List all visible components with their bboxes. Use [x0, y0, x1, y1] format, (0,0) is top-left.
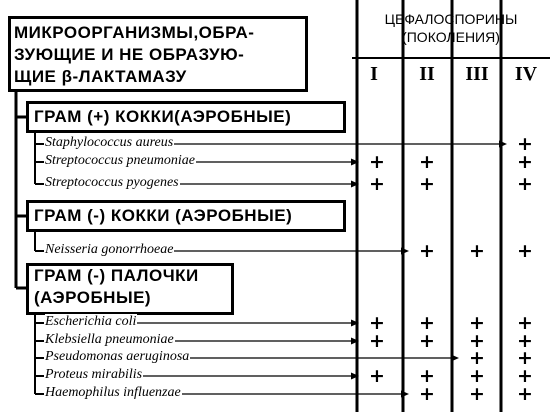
organism-name: Streptococcus pneumoniae: [45, 153, 195, 168]
plus-mark: +: [469, 312, 485, 334]
plus-mark: +: [419, 312, 435, 334]
plus-mark: +: [517, 151, 533, 173]
header-line-2: (ПОКОЛЕНИЯ): [402, 29, 500, 45]
header-line-1: ЦЕФАЛОСПОРИНЫ: [384, 11, 518, 27]
plus-mark: +: [369, 151, 385, 173]
arrow-head: [401, 248, 409, 255]
group-label-gram-negative-cocci: ГРАМ (-) КОККИ (АЭРОБНЫЕ): [34, 206, 293, 225]
group-label-gram-negative-rods-1: ГРАМ (-) ПАЛОЧКИ: [34, 266, 199, 285]
plus-mark: +: [517, 365, 533, 387]
organism-name: Staphylococcus aureus: [45, 135, 174, 150]
plus-mark: +: [369, 312, 385, 334]
group-label-gram-positive-cocci: ГРАМ (+) КОККИ(АЭРОБНЫЕ): [34, 107, 292, 126]
generation-label-3: III: [465, 63, 489, 85]
organism-name: Haemophilus influenzae: [45, 385, 181, 400]
organism-name: Escherichia coli: [45, 314, 137, 329]
plus-mark: +: [419, 365, 435, 387]
organism-name: Neisseria gonorrhoeae: [45, 242, 174, 257]
title-line-3: ЩИЕ β-ЛАКТАМАЗУ: [14, 67, 187, 86]
arrow-head: [451, 355, 459, 362]
title-line-2: ЗУЮЩИЕ И НЕ ОБРАЗУЮ-: [14, 45, 245, 64]
plus-mark: +: [369, 330, 385, 352]
organism-name: Pseudomonas aeruginosa: [45, 349, 190, 364]
plus-mark: +: [419, 383, 435, 405]
plus-mark: +: [517, 173, 533, 195]
plus-mark: +: [469, 347, 485, 369]
plus-mark: +: [517, 312, 533, 334]
plus-mark: +: [517, 347, 533, 369]
group-label-gram-negative-rods-2: (АЭРОБНЫЕ): [34, 288, 152, 307]
plus-mark: +: [517, 330, 533, 352]
plus-mark: +: [469, 240, 485, 262]
title-line-1: МИКРООРГАНИЗМЫ,ОБРА-: [14, 23, 255, 42]
generation-label-2: II: [419, 63, 435, 85]
plus-mark: +: [419, 240, 435, 262]
plus-mark: +: [419, 151, 435, 173]
plus-mark: +: [369, 365, 385, 387]
organism-name: Proteus mirabilis: [45, 367, 143, 382]
plus-mark: +: [419, 330, 435, 352]
plus-mark: +: [517, 383, 533, 405]
arrow-head: [499, 141, 507, 148]
plus-mark: +: [469, 365, 485, 387]
organism-name: Klebsiella pneumoniae: [45, 332, 174, 347]
plus-mark: +: [469, 330, 485, 352]
organism-name: Streptococcus pyogenes: [45, 175, 179, 190]
plus-mark: +: [419, 173, 435, 195]
generation-label-1: I: [370, 63, 378, 85]
plus-mark: +: [517, 240, 533, 262]
plus-mark: +: [517, 133, 533, 155]
plus-mark: +: [469, 383, 485, 405]
header-title: [352, 10, 550, 46]
generation-label-4: IV: [514, 63, 538, 85]
plus-mark: +: [369, 173, 385, 195]
arrow-head: [401, 391, 409, 398]
